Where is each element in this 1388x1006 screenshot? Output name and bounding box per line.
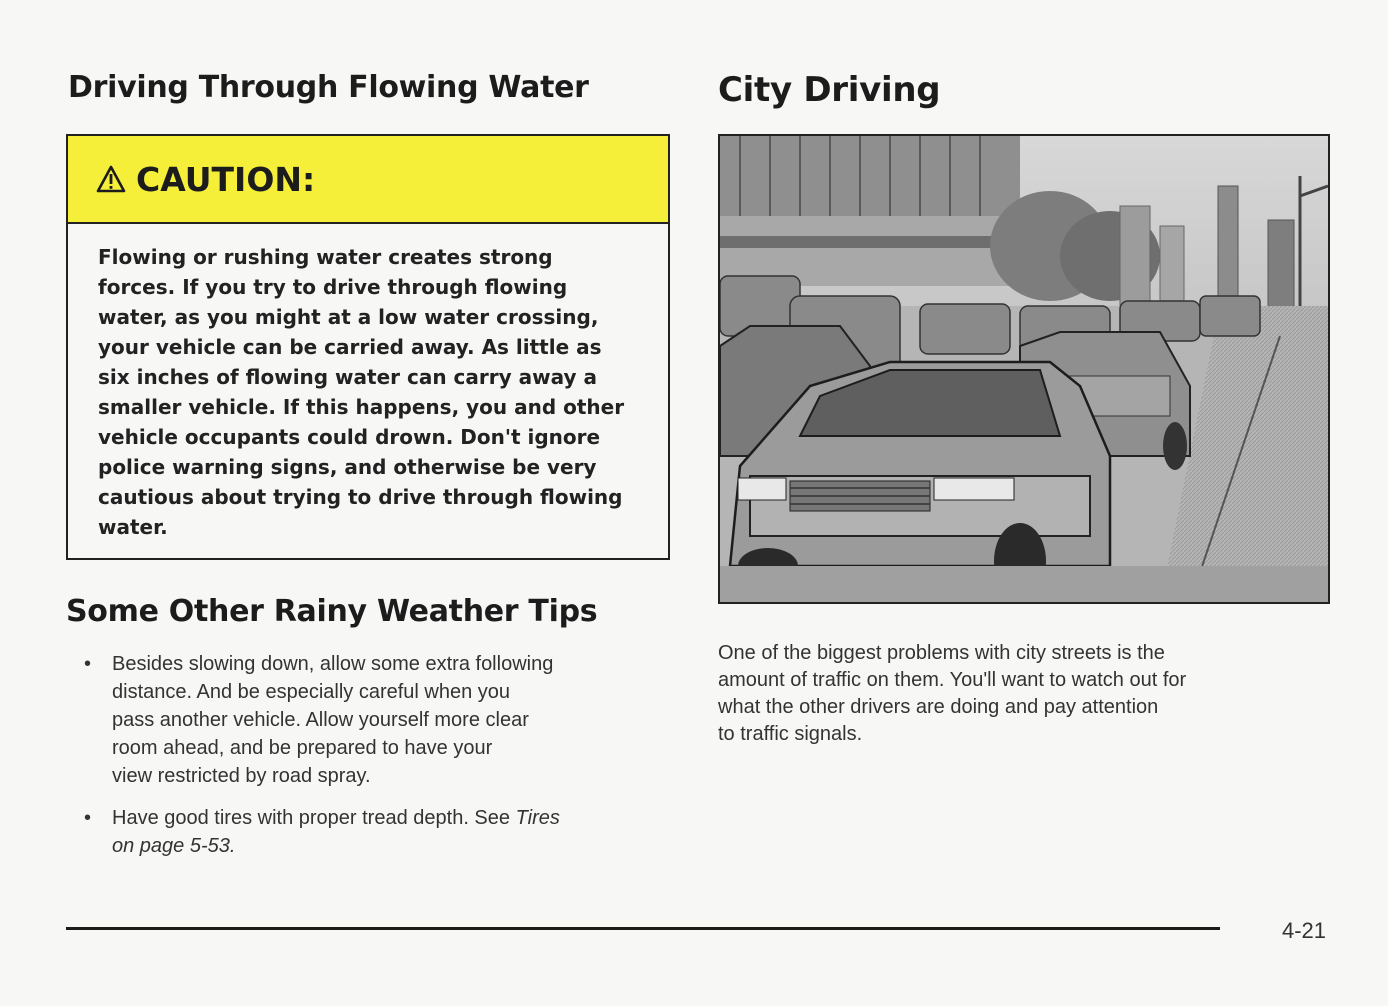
tip-text: Have good tires with proper tread depth. See <box>112 807 516 829</box>
caution-line: Flowing or rushing water creates strong <box>98 245 553 269</box>
tip-line: Besides slowing down, allow some extra following <box>112 653 554 675</box>
caution-line: water. <box>98 515 168 539</box>
caution-line: six inches of flowing water can carry away a <box>98 365 597 389</box>
caution-line: water, as you might at a low water crossing, <box>98 305 599 329</box>
section-heading-city-driving: City Driving <box>718 70 941 110</box>
list-item <box>80 650 670 790</box>
tip-line: view restricted by road spray. <box>112 765 371 787</box>
section-heading-rainy-tips: Some Other Rainy Weather Tips <box>66 594 598 629</box>
tip-line <box>112 804 670 832</box>
caution-line: smaller vehicle. If this happens, you and other <box>98 395 625 419</box>
caution-line: police warning signs, and otherwise be very <box>98 455 597 479</box>
tip-line: distance. And be especially careful when you <box>112 681 511 703</box>
city-text-line: to traffic signals. <box>718 723 863 745</box>
caution-text <box>98 242 644 542</box>
caution-box <box>66 134 670 560</box>
bullet-icon: • <box>84 653 92 675</box>
caution-line: cautious about trying to drive through flowing <box>98 485 623 509</box>
city-text-line: One of the biggest problems with city streets is the <box>718 642 1165 664</box>
tip-line: pass another vehicle. Allow yourself more clear <box>112 709 529 731</box>
caution-title: CAUTION: <box>136 159 316 199</box>
page-number: 4-21 <box>1282 918 1327 943</box>
city-driving-text <box>718 640 1328 748</box>
page-reference-link[interactable]: on page 5-53. <box>112 835 236 857</box>
section-heading-flowing-water: Driving Through Flowing Water <box>68 70 589 105</box>
caution-line: forces. If you try to drive through flowing <box>98 275 568 299</box>
warning-triangle-icon <box>96 165 126 193</box>
tip-line <box>112 832 670 860</box>
city-traffic-illustration <box>718 134 1330 604</box>
tip-line: room ahead, and be prepared to have your <box>112 737 493 759</box>
caution-line: vehicle occupants could drown. Don't ignore <box>98 425 601 449</box>
city-text-line: what the other drivers are doing and pay attention <box>718 696 1159 718</box>
bullet-icon: • <box>84 807 92 829</box>
city-text-line: amount of traffic on them. You'll want to watch out for <box>718 669 1187 691</box>
tires-reference-link[interactable]: Tires <box>515 807 560 829</box>
caution-header <box>68 136 668 224</box>
traffic-drawing <box>720 136 1328 602</box>
tips-list <box>80 650 670 874</box>
footer-divider <box>66 927 1220 930</box>
caution-line: your vehicle can be carried away. As little as <box>98 335 602 359</box>
list-item <box>80 804 670 860</box>
